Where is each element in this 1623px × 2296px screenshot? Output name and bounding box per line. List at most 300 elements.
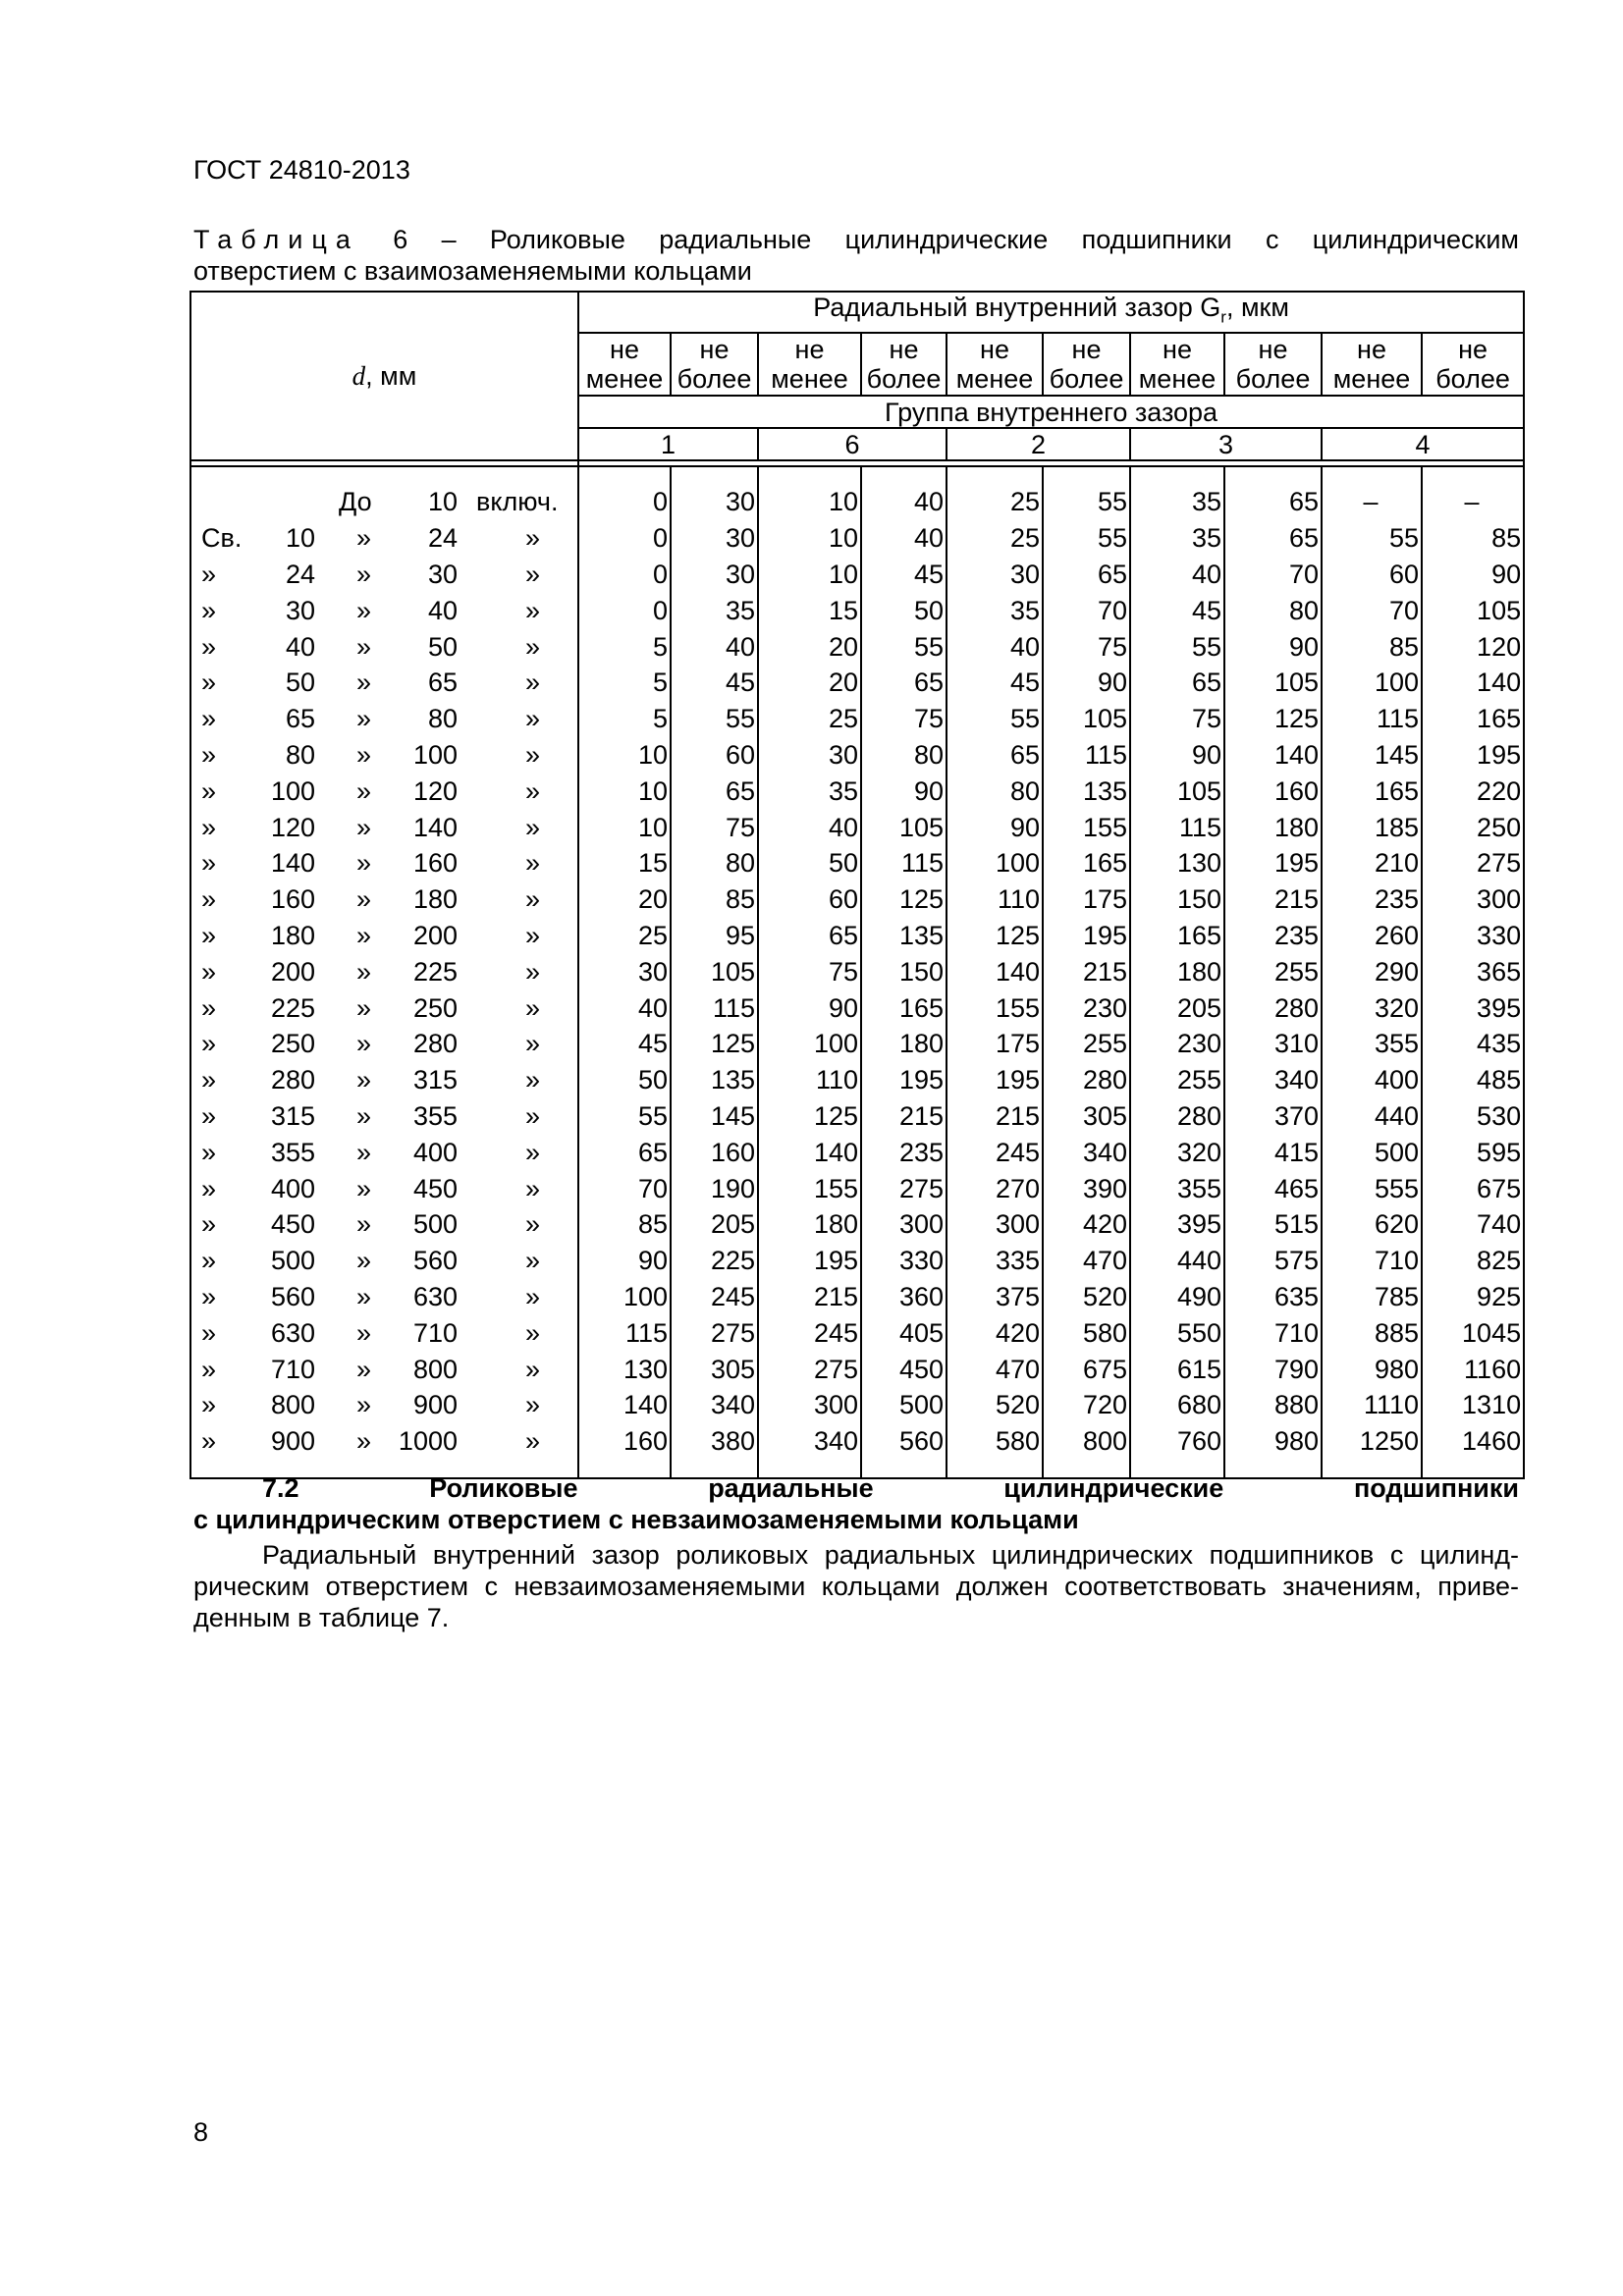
value-cell: 45 — [861, 557, 947, 593]
value-cell: 65 — [758, 918, 861, 954]
range-from: 24 — [285, 559, 315, 589]
limit-word: не — [980, 335, 1009, 365]
value-cell: 85 — [1322, 629, 1422, 666]
ditto-mark: » — [525, 1246, 541, 1276]
value-cell: 105 — [1422, 593, 1524, 629]
limit-word: более — [676, 364, 752, 395]
limit-word: не — [889, 335, 919, 365]
value-cell: 180 — [1224, 810, 1322, 846]
range-from: 225 — [270, 992, 315, 1023]
value-cell: 90 — [1043, 665, 1130, 701]
d-range-cell — [190, 1387, 578, 1423]
value-cell: 10 — [758, 557, 861, 593]
ditto-mark: » — [525, 1065, 541, 1095]
value-cell: 155 — [1043, 810, 1130, 846]
range-prefix: » — [201, 992, 217, 1023]
value-cell: 35 — [1130, 520, 1224, 557]
ditto-mark: » — [525, 956, 541, 987]
ditto-mark: » — [356, 559, 372, 589]
ditto-mark: » — [356, 992, 372, 1023]
value-cell: 165 — [1043, 845, 1130, 881]
value-cell: 280 — [1130, 1098, 1224, 1135]
value-cell: 560 — [861, 1423, 947, 1478]
limit-header-cell — [758, 333, 861, 396]
value-cell: 160 — [1224, 774, 1322, 810]
ditto-mark: » — [525, 1426, 541, 1457]
value-cell: 25 — [947, 520, 1043, 557]
value-cell: 270 — [947, 1171, 1043, 1207]
range-from: 400 — [270, 1173, 315, 1203]
table-row — [190, 1135, 1524, 1171]
ditto-mark: » — [356, 775, 372, 806]
value-cell: 100 — [1322, 665, 1422, 701]
range-from: 200 — [270, 956, 315, 987]
value-cell: 90 — [1422, 557, 1524, 593]
value-cell: 75 — [861, 701, 947, 737]
range-from: 30 — [285, 595, 315, 625]
value-cell: 125 — [1224, 701, 1322, 737]
value-cell: 30 — [578, 954, 671, 990]
range-prefix: » — [201, 1100, 217, 1131]
value-cell: 75 — [758, 954, 861, 990]
caption-label: Таблица — [193, 225, 359, 254]
value-cell: 205 — [671, 1206, 758, 1243]
value-cell: 45 — [578, 1026, 671, 1062]
ditto-mark: » — [525, 595, 541, 625]
ditto-mark: » — [525, 559, 541, 589]
value-cell: 20 — [578, 881, 671, 918]
d-range-cell — [190, 810, 578, 846]
value-cell: 230 — [1130, 1026, 1224, 1062]
range-from: 40 — [285, 631, 315, 662]
range-to: 160 — [412, 848, 458, 879]
value-cell: 10 — [578, 810, 671, 846]
d-range-cell — [190, 557, 578, 593]
range-to: 65 — [427, 667, 458, 698]
value-cell: 150 — [861, 954, 947, 990]
value-cell: 255 — [1043, 1026, 1130, 1062]
ditto-mark: » — [525, 992, 541, 1023]
value-cell: 20 — [758, 629, 861, 666]
ditto-mark: » — [525, 920, 541, 950]
caption-number: 6 — [393, 225, 408, 254]
limit-word: более — [1435, 364, 1510, 395]
ditto-mark: » — [356, 1354, 372, 1384]
d-range-cell — [190, 1206, 578, 1243]
d-range-cell — [190, 520, 578, 557]
value-cell: 80 — [671, 845, 758, 881]
d-range-cell — [190, 990, 578, 1027]
range-prefix: » — [201, 1281, 217, 1311]
value-cell: 395 — [1130, 1206, 1224, 1243]
value-cell: 105 — [671, 954, 758, 990]
range-prefix: Св. — [201, 523, 243, 554]
ditto-mark: » — [525, 739, 541, 770]
ditto-mark: » — [525, 1281, 541, 1311]
value-cell: 35 — [671, 593, 758, 629]
d-range-cell — [190, 701, 578, 737]
value-cell: 25 — [578, 918, 671, 954]
range-from: 50 — [285, 667, 315, 698]
value-cell: 90 — [1130, 737, 1224, 774]
ditto-mark: » — [356, 920, 372, 950]
ditto-mark: » — [525, 775, 541, 806]
value-cell: 30 — [947, 557, 1043, 593]
value-cell: 90 — [578, 1243, 671, 1279]
d-range-cell — [190, 1171, 578, 1207]
d-range-cell — [190, 845, 578, 881]
section-heading — [193, 1472, 1519, 1535]
table-row — [190, 1243, 1524, 1279]
d-unit: , мм — [365, 361, 417, 392]
value-cell: 320 — [1130, 1135, 1224, 1171]
value-cell: 65 — [947, 737, 1043, 774]
table-row — [190, 1171, 1524, 1207]
value-cell: 300 — [861, 1206, 947, 1243]
value-cell: 490 — [1130, 1279, 1224, 1315]
value-cell: 40 — [1130, 557, 1224, 593]
table-row — [190, 1026, 1524, 1062]
table-caption — [193, 224, 1519, 287]
table-row — [190, 954, 1524, 990]
range-from: 250 — [270, 1029, 315, 1059]
section-body — [193, 1539, 1519, 1633]
value-cell: 50 — [578, 1062, 671, 1098]
range-prefix: » — [201, 884, 217, 915]
value-cell: 380 — [671, 1423, 758, 1478]
value-cell: 130 — [578, 1352, 671, 1388]
ditto-mark: » — [356, 595, 372, 625]
value-cell: 135 — [861, 918, 947, 954]
value-cell: 40 — [861, 466, 947, 520]
d-range-cell — [190, 918, 578, 954]
value-cell: 205 — [1130, 990, 1224, 1027]
range-prefix: » — [201, 1029, 217, 1059]
value-cell: 80 — [861, 737, 947, 774]
value-cell: 165 — [1322, 774, 1422, 810]
value-cell: 300 — [1422, 881, 1524, 918]
value-cell: 235 — [1224, 918, 1322, 954]
value-cell: 145 — [1322, 737, 1422, 774]
value-cell: 100 — [947, 845, 1043, 881]
range-to: 40 — [427, 595, 458, 625]
value-cell: – — [1422, 466, 1524, 520]
value-cell: 390 — [1043, 1171, 1130, 1207]
value-cell: 60 — [758, 881, 861, 918]
range-from: 160 — [270, 884, 315, 915]
value-cell: 90 — [861, 774, 947, 810]
limit-word: не — [610, 335, 639, 365]
group-number-cell: 1 — [578, 428, 758, 460]
limit-word: менее — [1138, 364, 1217, 395]
value-cell: 55 — [861, 629, 947, 666]
table-row — [190, 629, 1524, 666]
value-cell: 335 — [947, 1243, 1043, 1279]
value-cell: 245 — [947, 1135, 1043, 1171]
d-range-cell — [190, 1315, 578, 1352]
value-cell: 195 — [758, 1243, 861, 1279]
value-cell: 185 — [1322, 810, 1422, 846]
range-to: 800 — [412, 1354, 458, 1384]
value-cell: 195 — [947, 1062, 1043, 1098]
ditto-mark: » — [356, 1100, 372, 1131]
value-cell: 790 — [1224, 1352, 1322, 1388]
value-cell: 450 — [861, 1352, 947, 1388]
value-cell: 340 — [671, 1387, 758, 1423]
value-cell: 195 — [1422, 737, 1524, 774]
value-cell: 90 — [1224, 629, 1322, 666]
limit-header-cell — [1130, 333, 1224, 396]
range-prefix: » — [201, 739, 217, 770]
value-cell: 225 — [671, 1243, 758, 1279]
limit-word: менее — [771, 364, 848, 395]
d-range-cell — [190, 629, 578, 666]
value-cell: 825 — [1422, 1243, 1524, 1279]
ditto-mark: » — [525, 1100, 541, 1131]
value-cell: 30 — [671, 557, 758, 593]
value-cell: 305 — [1043, 1098, 1130, 1135]
limit-header-cell — [1043, 333, 1130, 396]
limit-word: не — [1071, 335, 1102, 365]
value-cell: 580 — [947, 1423, 1043, 1478]
range-to: 560 — [412, 1246, 458, 1276]
value-cell: 620 — [1322, 1206, 1422, 1243]
clearance-title: Радиальный внутренний зазор G — [813, 293, 1221, 322]
table-row — [190, 845, 1524, 881]
range-from: 630 — [270, 1317, 315, 1348]
value-cell: 885 — [1322, 1315, 1422, 1352]
section-title-line-2: с цилиндрическим отверстием с невзаимозаменяемыми кольцами — [193, 1505, 1079, 1534]
value-cell: 15 — [578, 845, 671, 881]
range-to: 500 — [412, 1209, 458, 1240]
range-prefix: » — [201, 631, 217, 662]
value-cell: 300 — [947, 1206, 1043, 1243]
range-from: 100 — [270, 775, 315, 806]
value-cell: 65 — [861, 665, 947, 701]
value-cell: 680 — [1130, 1387, 1224, 1423]
value-cell: 105 — [1224, 665, 1322, 701]
value-cell: 235 — [1322, 881, 1422, 918]
range-prefix: » — [201, 1390, 217, 1420]
value-cell: 50 — [758, 845, 861, 881]
ditto-mark: » — [356, 523, 372, 554]
value-cell: 0 — [578, 520, 671, 557]
ditto-mark: » — [356, 631, 372, 662]
value-cell: 420 — [1043, 1206, 1130, 1243]
range-prefix: » — [201, 1426, 217, 1457]
range-from: 710 — [270, 1354, 315, 1384]
value-cell: 250 — [1422, 810, 1524, 846]
value-cell: 180 — [861, 1026, 947, 1062]
d-range-cell — [190, 1135, 578, 1171]
ditto-mark: » — [356, 1029, 372, 1059]
section-title-word: радиальные — [708, 1473, 874, 1503]
range-from: 120 — [270, 812, 315, 842]
value-cell: 35 — [947, 593, 1043, 629]
body-line: денным в таблице 7. — [193, 1603, 450, 1632]
value-cell: 40 — [758, 810, 861, 846]
range-to: 80 — [427, 704, 458, 734]
value-cell: 275 — [1422, 845, 1524, 881]
value-cell: 595 — [1422, 1135, 1524, 1171]
value-cell: 10 — [578, 774, 671, 810]
value-cell: 330 — [861, 1243, 947, 1279]
d-range-cell — [190, 466, 578, 520]
value-cell: 25 — [947, 466, 1043, 520]
value-cell: 135 — [1043, 774, 1130, 810]
caption-dash: – — [441, 225, 457, 254]
caption-word: Роликовые — [489, 225, 625, 254]
limit-word: не — [1357, 335, 1386, 365]
limit-word: не — [699, 335, 730, 365]
value-cell: 435 — [1422, 1026, 1524, 1062]
value-cell: 110 — [947, 881, 1043, 918]
ditto-mark: » — [525, 1137, 541, 1167]
value-cell: 55 — [947, 701, 1043, 737]
limit-header-cell — [1224, 333, 1322, 396]
value-cell: 245 — [758, 1315, 861, 1352]
table-row — [190, 557, 1524, 593]
value-cell: 260 — [1322, 918, 1422, 954]
value-cell: 40 — [671, 629, 758, 666]
value-cell: 375 — [947, 1279, 1043, 1315]
limit-header-cell — [578, 333, 671, 396]
value-cell: 180 — [758, 1206, 861, 1243]
value-cell: 100 — [758, 1026, 861, 1062]
value-cell: 320 — [1322, 990, 1422, 1027]
value-cell: 520 — [947, 1387, 1043, 1423]
value-cell: 70 — [578, 1171, 671, 1207]
value-cell: 160 — [671, 1135, 758, 1171]
value-cell: 550 — [1130, 1315, 1224, 1352]
range-to: 280 — [412, 1029, 458, 1059]
value-cell: 55 — [1322, 520, 1422, 557]
value-cell: 105 — [861, 810, 947, 846]
range-to: 180 — [412, 884, 458, 915]
range-to: 30 — [427, 559, 458, 589]
table-row — [190, 737, 1524, 774]
range-prefix: » — [201, 704, 217, 734]
value-cell: 65 — [671, 774, 758, 810]
ditto-mark: » — [356, 956, 372, 987]
range-to: 120 — [412, 775, 458, 806]
value-cell: 530 — [1422, 1098, 1524, 1135]
range-from: 280 — [270, 1065, 315, 1095]
limit-header-cell — [1322, 333, 1422, 396]
value-cell: 340 — [1043, 1135, 1130, 1171]
value-cell: 195 — [1224, 845, 1322, 881]
value-cell: 405 — [861, 1315, 947, 1352]
value-cell: 615 — [1130, 1352, 1224, 1388]
d-range-cell — [190, 1026, 578, 1062]
value-cell: 465 — [1224, 1171, 1322, 1207]
range-to: 355 — [412, 1100, 458, 1131]
value-cell: 70 — [1043, 593, 1130, 629]
range-prefix: » — [201, 559, 217, 589]
range-from: 560 — [270, 1281, 315, 1311]
limit-word: не — [1458, 335, 1488, 365]
range-to: 450 — [412, 1173, 458, 1203]
value-cell: 90 — [947, 810, 1043, 846]
range-to: 140 — [412, 812, 458, 842]
value-cell: 415 — [1224, 1135, 1322, 1171]
caption-word: цилиндрическим — [1312, 225, 1519, 254]
ditto-mark: » — [525, 1209, 541, 1240]
value-cell: 55 — [1043, 520, 1130, 557]
value-cell: 115 — [1043, 737, 1130, 774]
group-number-cell: 6 — [758, 428, 947, 460]
value-cell: 280 — [1043, 1062, 1130, 1098]
value-cell: 280 — [1224, 990, 1322, 1027]
value-cell: 310 — [1224, 1026, 1322, 1062]
ditto-mark: » — [356, 812, 372, 842]
range-from: 355 — [270, 1137, 315, 1167]
value-cell: 800 — [1043, 1423, 1130, 1478]
value-cell: 35 — [758, 774, 861, 810]
limit-word: более — [866, 364, 942, 395]
d-range-cell — [190, 665, 578, 701]
range-to: 50 — [427, 631, 458, 662]
range-to: 250 — [412, 992, 458, 1023]
value-cell: 245 — [671, 1279, 758, 1315]
value-cell: 520 — [1043, 1279, 1130, 1315]
value-cell: 580 — [1043, 1315, 1130, 1352]
table-row — [190, 1387, 1524, 1423]
d-range-cell — [190, 1279, 578, 1315]
value-cell: 55 — [1043, 466, 1130, 520]
value-cell: 45 — [947, 665, 1043, 701]
limit-word: более — [1235, 364, 1311, 395]
value-cell: 710 — [1322, 1243, 1422, 1279]
value-cell: 330 — [1422, 918, 1524, 954]
group-number-cell: 3 — [1130, 428, 1322, 460]
limit-word: менее — [955, 364, 1034, 395]
table-row — [190, 1206, 1524, 1243]
value-cell: 140 — [1224, 737, 1322, 774]
clearance-header — [578, 292, 1524, 333]
value-cell: 215 — [861, 1098, 947, 1135]
clearance-unit: , мкм — [1225, 293, 1289, 322]
table-row — [190, 918, 1524, 954]
ditto-mark: » — [356, 1246, 372, 1276]
range-prefix: » — [201, 1246, 217, 1276]
range-prefix: » — [201, 775, 217, 806]
value-cell: 165 — [1130, 918, 1224, 954]
group-header: Группа внутреннего зазора — [578, 396, 1524, 428]
value-cell: 575 — [1224, 1243, 1322, 1279]
range-from: 900 — [270, 1426, 315, 1457]
value-cell: 20 — [758, 665, 861, 701]
value-cell: 75 — [1130, 701, 1224, 737]
table-row — [190, 1315, 1524, 1352]
ditto-mark: » — [525, 1390, 541, 1420]
value-cell: 85 — [1422, 520, 1524, 557]
value-cell: 40 — [947, 629, 1043, 666]
value-cell: 105 — [1130, 774, 1224, 810]
value-cell: 90 — [758, 990, 861, 1027]
table-row — [190, 1352, 1524, 1388]
value-cell: 70 — [1322, 593, 1422, 629]
value-cell: 1460 — [1422, 1423, 1524, 1478]
value-cell: 95 — [671, 918, 758, 954]
value-cell: 155 — [758, 1171, 861, 1207]
limit-word: менее — [1332, 364, 1411, 395]
ditto-mark: » — [356, 1390, 372, 1420]
range-to: 10 — [427, 487, 458, 517]
value-cell: 35 — [1130, 466, 1224, 520]
value-cell: 355 — [1322, 1026, 1422, 1062]
value-cell: 360 — [861, 1279, 947, 1315]
